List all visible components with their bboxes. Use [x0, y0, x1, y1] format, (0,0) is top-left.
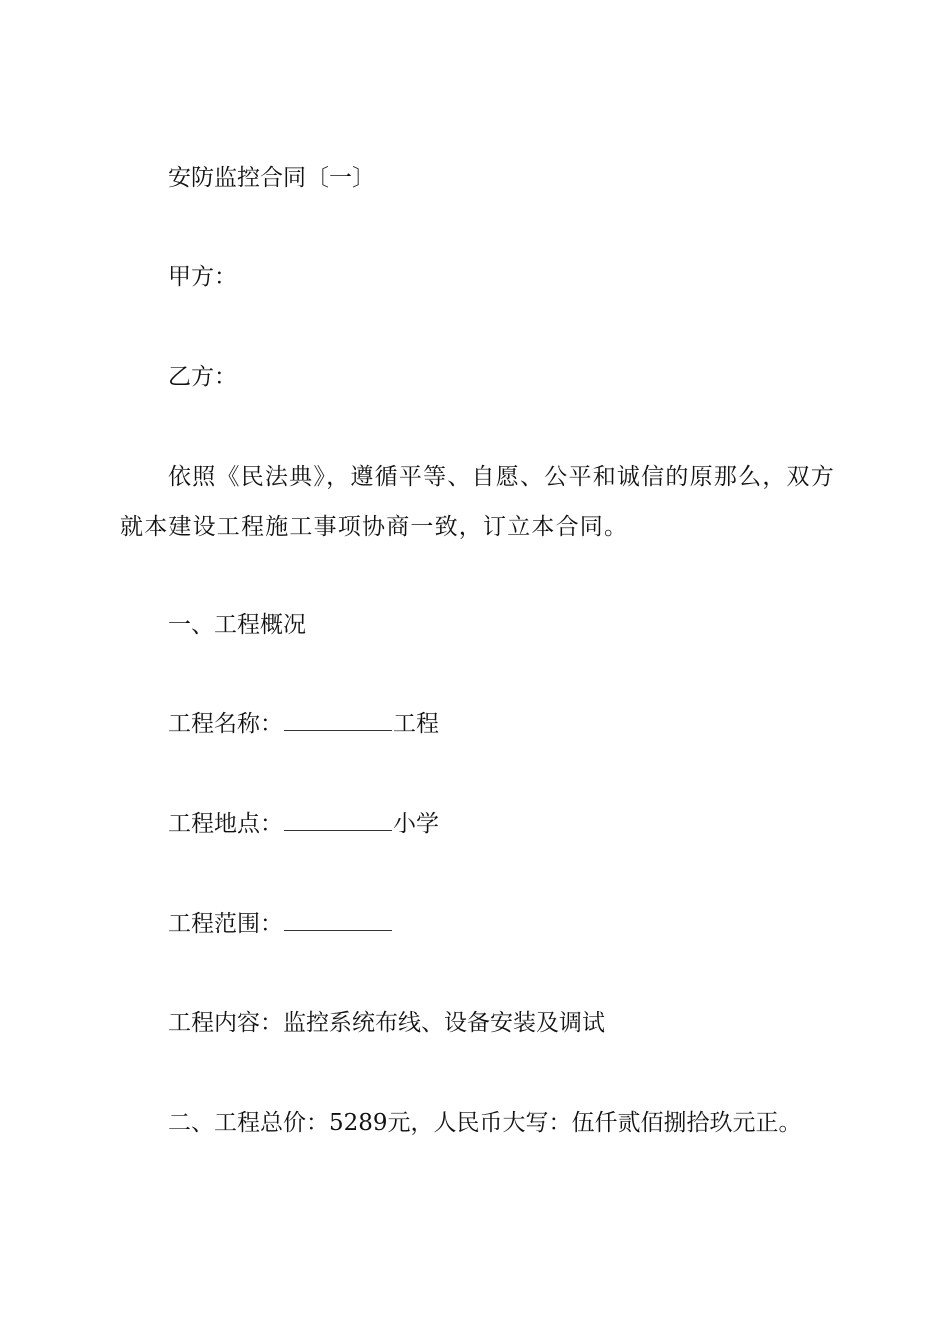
party-a-label: 甲方：: [168, 264, 237, 290]
project-location-label: 工程地点：: [168, 811, 283, 837]
project-scope-blank: [284, 908, 392, 931]
project-name-label: 工程名称：: [168, 711, 283, 737]
section-1-heading: 一、工程概况: [168, 612, 306, 638]
project-location-line: [168, 807, 439, 841]
document-title: 安防监控合同〔一〕: [168, 165, 375, 191]
project-scope-line: [168, 907, 393, 941]
project-content-line: 工程内容：监控系统布线、设备安装及调试: [168, 1010, 605, 1036]
project-name-suffix: 工程: [393, 711, 439, 737]
project-name-line: [168, 707, 439, 741]
party-b-label: 乙方：: [168, 364, 237, 390]
section-2-price-line: 二、工程总价：5289元，人民币大写：伍仟贰佰捌拾玖元正。: [168, 1110, 802, 1136]
project-name-blank: [284, 708, 392, 731]
intro-paragraph: 依照《民法典》，遵循平等、自愿、公平和诚信的原那么，双方就本建设工程施工事项协商一致，订立本合同。: [120, 464, 835, 540]
project-location-suffix: 小学: [393, 811, 439, 837]
project-scope-label: 工程范围：: [168, 911, 283, 937]
project-location-blank: [284, 808, 392, 831]
